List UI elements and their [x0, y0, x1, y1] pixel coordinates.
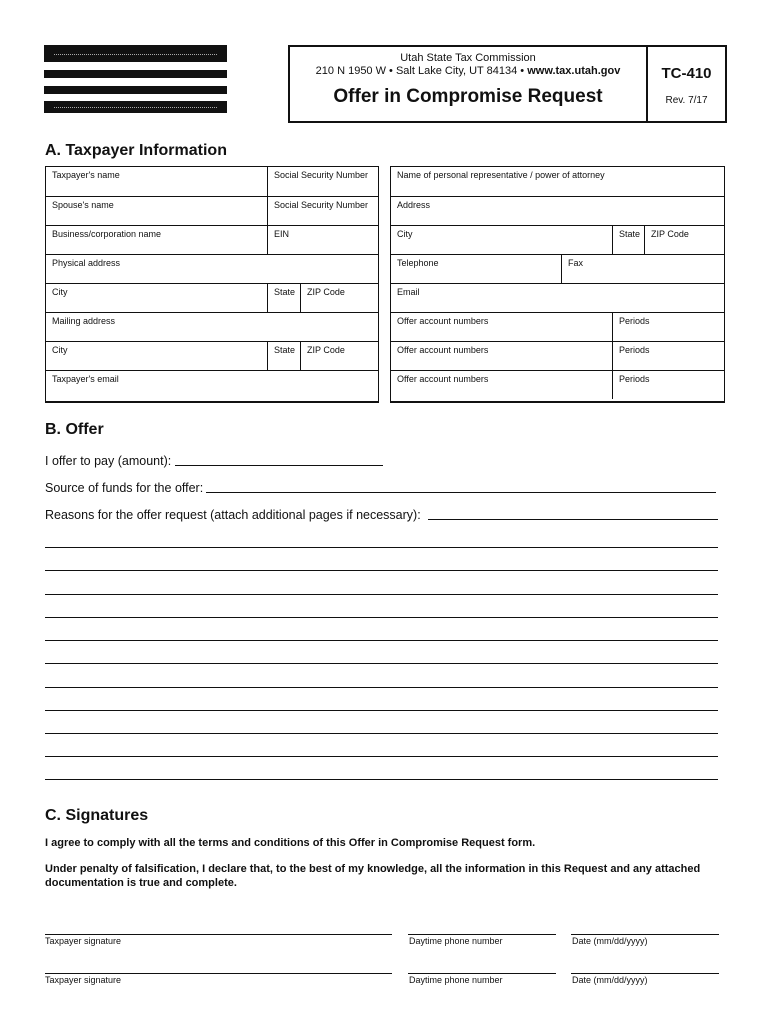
city-field[interactable]: City: [397, 229, 413, 239]
state-field[interactable]: State: [267, 342, 300, 370]
section-a-title: A. Taxpayer Information: [45, 142, 227, 159]
mailing-address-field[interactable]: Mailing address: [52, 316, 116, 326]
source-funds-label: Source of funds for the offer:: [45, 481, 204, 495]
city-field[interactable]: City: [52, 287, 68, 297]
form-row: [391, 167, 724, 196]
form-row: [46, 167, 378, 196]
divider: [646, 47, 648, 121]
fax-field[interactable]: Fax: [561, 255, 724, 283]
zip-field[interactable]: ZIP Code: [300, 284, 378, 312]
utah-logo: [44, 45, 227, 113]
reasons-line[interactable]: [45, 687, 718, 688]
form-row: [391, 370, 724, 399]
offer-account-field[interactable]: Offer account numbers: [397, 345, 489, 355]
date-label: Date (mm/dd/yyyy): [572, 936, 648, 946]
periods-field[interactable]: Periods: [612, 371, 724, 399]
agreement-text: I agree to comply with all the terms and conditions of this Offer in Compromise Request form.: [45, 837, 536, 849]
logo-bar: [44, 70, 227, 78]
reasons-line[interactable]: [45, 710, 718, 711]
form-row: [391, 196, 724, 225]
periods-field[interactable]: Periods: [612, 342, 724, 370]
offer-amount-field[interactable]: [175, 465, 383, 466]
reasons-line[interactable]: [45, 640, 718, 641]
city-field[interactable]: City: [52, 345, 68, 355]
reasons-line[interactable]: [45, 570, 718, 571]
source-funds-field[interactable]: [206, 492, 716, 493]
form-row: [46, 370, 378, 399]
website-link[interactable]: www.tax.utah.gov: [527, 65, 621, 77]
spouse-name-field[interactable]: Spouse's name: [52, 200, 114, 210]
taxpayer-grid: [45, 166, 379, 403]
reasons-field[interactable]: [428, 519, 718, 520]
agency-name: Utah State Tax Commission: [400, 52, 536, 64]
telephone-field[interactable]: Telephone: [397, 258, 439, 268]
ssn-field[interactable]: Social Security Number: [267, 167, 378, 196]
logo-bar: [44, 101, 227, 113]
logo-bar: [44, 86, 227, 94]
form-row: [46, 254, 378, 283]
state-field[interactable]: State: [267, 284, 300, 312]
signature-label: Taxpayer signature: [45, 975, 122, 985]
form-row: [391, 283, 724, 312]
phone-field[interactable]: [408, 973, 556, 974]
form-row: [46, 225, 378, 254]
form-number: TC-410: [661, 65, 712, 82]
zip-field[interactable]: ZIP Code: [644, 226, 724, 254]
form-row: [391, 312, 724, 341]
state-field[interactable]: State: [612, 226, 644, 254]
physical-address-field[interactable]: Physical address: [52, 258, 121, 268]
periods-field[interactable]: Periods: [612, 313, 724, 341]
taxpayer-signature-field[interactable]: [45, 973, 392, 974]
form-row: [391, 225, 724, 254]
form-row: [46, 312, 378, 341]
spouse-ssn-field[interactable]: Social Security Number: [267, 197, 378, 225]
form-header: [288, 45, 727, 123]
reasons-line[interactable]: [45, 594, 718, 595]
reasons-line[interactable]: [45, 756, 718, 757]
logo-bar: [44, 45, 227, 62]
taxpayer-email-field[interactable]: Taxpayer's email: [52, 374, 119, 384]
form-row: [46, 283, 378, 312]
representative-address-field[interactable]: Address: [397, 200, 431, 210]
reasons-label: Reasons for the offer request (attach additional pages if necessary):: [45, 508, 421, 522]
form-row: [391, 341, 724, 370]
ein-field[interactable]: EIN: [267, 226, 378, 254]
representative-name-field[interactable]: Name of personal representative / power of attorney: [397, 170, 605, 180]
reasons-line[interactable]: [45, 733, 718, 734]
offer-account-field[interactable]: Offer account numbers: [397, 316, 489, 326]
reasons-line[interactable]: [45, 663, 718, 664]
representative-grid: [390, 166, 725, 403]
form-row: [46, 196, 378, 225]
offer-account-field[interactable]: Offer account numbers: [397, 374, 489, 384]
reasons-line[interactable]: [45, 779, 718, 780]
form-row: [46, 341, 378, 370]
offer-amount-label: I offer to pay (amount):: [45, 454, 172, 468]
phone-label: Daytime phone number: [409, 975, 503, 985]
reasons-line[interactable]: [45, 547, 718, 548]
signature-label: Taxpayer signature: [45, 936, 122, 946]
form-row: [391, 254, 724, 283]
zip-field[interactable]: ZIP Code: [300, 342, 378, 370]
taxpayer-name-field[interactable]: Taxpayer's name: [52, 170, 120, 180]
penalty-text: Under penalty of falsification, I declare that, to the best of my knowledge, all the information in this Request and any attached documentation is true and complete.: [45, 863, 701, 889]
date-field[interactable]: [571, 973, 719, 974]
taxpayer-signature-field[interactable]: [45, 934, 392, 935]
date-field[interactable]: [571, 934, 719, 935]
reasons-line[interactable]: [45, 617, 718, 618]
form-revision: Rev. 7/17: [665, 95, 708, 106]
phone-label: Daytime phone number: [409, 936, 503, 946]
section-b-title: B. Offer: [45, 421, 104, 438]
phone-field[interactable]: [408, 934, 556, 935]
section-c-title: C. Signatures: [45, 807, 149, 824]
date-label: Date (mm/dd/yyyy): [572, 975, 648, 985]
representative-email-field[interactable]: Email: [397, 287, 420, 297]
agency-address: 210 N 1950 W • Salt Lake City, UT 84134 • www.tax.utah.gov: [315, 65, 621, 77]
business-name-field[interactable]: Business/corporation name: [52, 229, 162, 239]
form-title: Offer in Compromise Request: [333, 86, 603, 107]
